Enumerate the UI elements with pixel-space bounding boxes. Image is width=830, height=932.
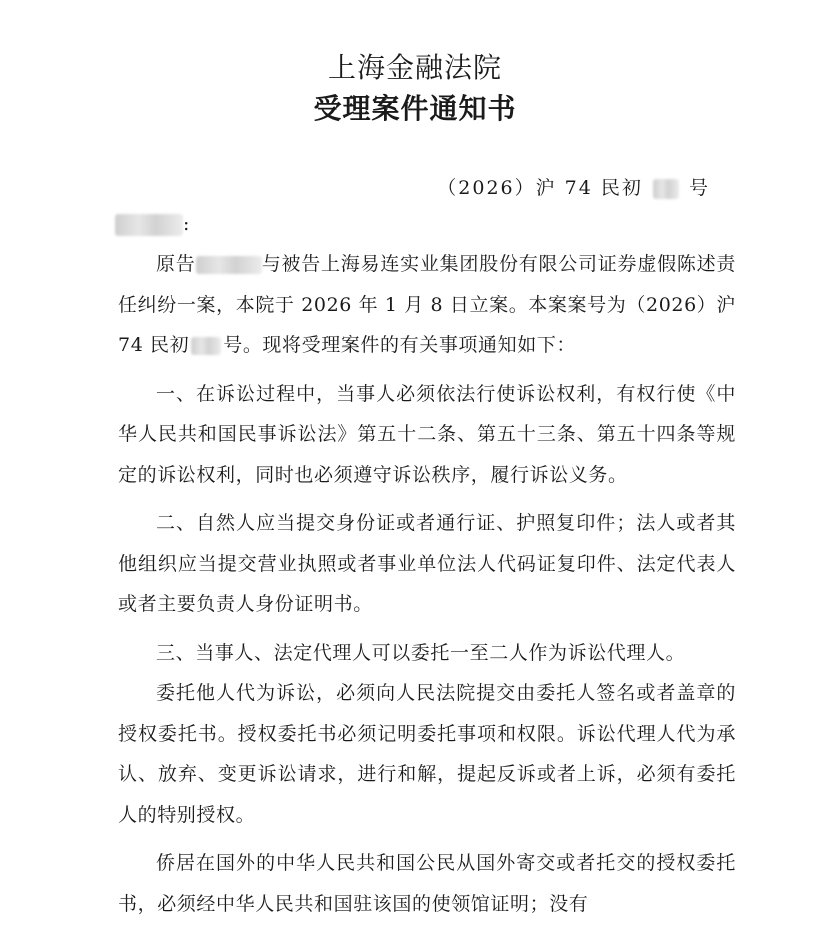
case-number-suffix: 号	[688, 177, 710, 199]
redacted-case-id	[653, 179, 679, 199]
addressee-colon: :	[183, 213, 190, 235]
paragraph-documents: 二、自然人应当提交身份证或者通行证、护照复印件；法人或者其他组织应当提交营业执照或者事业单位法人代码证复印件、法定代表人或者主要负责人身份证明书。	[118, 512, 736, 615]
paragraph-intro	[118, 244, 736, 366]
notice-body	[118, 244, 736, 932]
document-title: 受理案件通知书	[313, 92, 517, 125]
intro-text-3: 号。现将受理案件的有关事项通知如下：	[223, 334, 577, 356]
paragraph-rights: 一、在诉讼过程中，当事人必须依法行使诉讼权利，有权行使《中华人民共和国民事诉讼法》第五十二条、第五十三条、第五十四条等规定的诉讼权利，同时也必须遵守诉讼秩序，履行诉讼义务。	[118, 382, 736, 486]
case-number-prefix: （2026）沪 74 民初	[437, 177, 643, 199]
addressee-line	[115, 208, 189, 240]
redacted-case-id-inline	[191, 337, 221, 355]
redacted-plaintiff-name	[196, 256, 262, 274]
paragraph-overseas: 侨居在国外的中华人民共和国公民从国外寄交或者托交的授权委托书，必须经中华人民共和国驻该国的使领馆证明；没有	[118, 852, 736, 915]
redacted-addressee-name	[115, 214, 183, 236]
paragraph-agents: 三、当事人、法定代理人可以委托一至二人作为诉讼代理人。	[156, 641, 686, 664]
case-number	[0, 173, 710, 200]
intro-text-2: 与被告上海易连实业集团股份有限公司证券虚假陈述责任纠纷一案，本院于 2026 年 1 月 8 日立案。本案案号为（2026）沪 74 民初	[118, 253, 737, 356]
court-name: 上海金融法院	[327, 51, 502, 84]
intro-text-1: 原告	[156, 253, 196, 275]
paragraph-authorization: 委托他人代为诉讼，必须向人民法院提交由委托人签名或者盖章的授权委托书。授权委托书必须记明委托事项和权限。诉讼代理人代为承认、放弃、变更诉讼请求，进行和解，提起反诉或者上诉，必须有委托人的特别授权。	[118, 682, 736, 826]
